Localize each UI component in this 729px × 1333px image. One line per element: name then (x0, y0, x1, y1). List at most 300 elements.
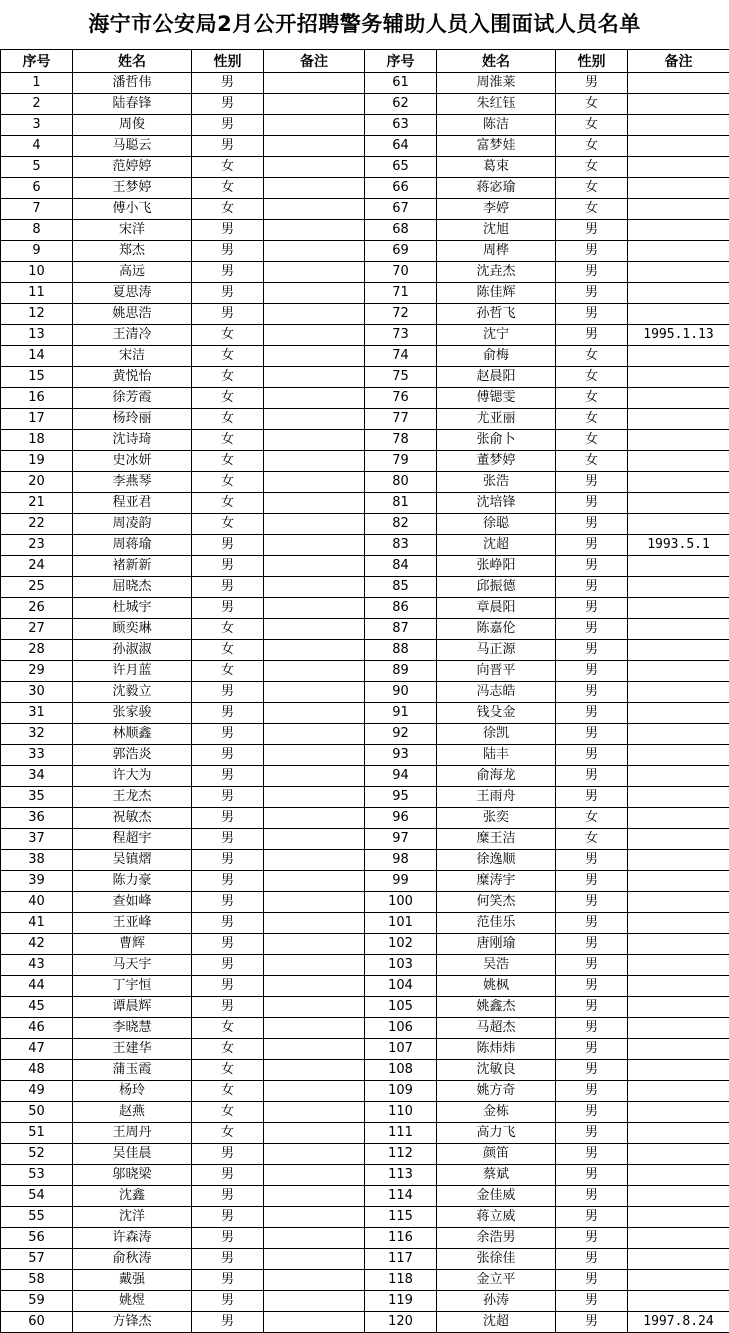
left-name-cell: 郑杰 (73, 241, 192, 262)
right-gender-cell: 男 (556, 220, 628, 241)
right-name-cell: 蒋宓瑜 (437, 178, 556, 199)
right-name-cell: 沈旭 (437, 220, 556, 241)
left-note-cell (264, 682, 365, 703)
right-name-cell: 张奕 (437, 808, 556, 829)
left-note-cell (264, 808, 365, 829)
table-row (1, 871, 729, 892)
left-name-cell: 史冰妍 (73, 451, 192, 472)
left-gender-cell: 女 (192, 430, 264, 451)
left-seq-cell: 16 (1, 388, 73, 409)
right-gender-cell: 女 (556, 430, 628, 451)
right-gender-cell: 男 (556, 1102, 628, 1123)
right-seq-cell: 61 (365, 73, 437, 94)
left-name-cell: 姚煜 (73, 1291, 192, 1312)
right-note-cell (628, 1291, 729, 1312)
right-seq-cell: 88 (365, 640, 437, 661)
right-note-cell (628, 1123, 729, 1144)
right-gender-cell: 男 (556, 1249, 628, 1270)
table-row (1, 976, 729, 997)
right-gender-cell: 男 (556, 535, 628, 556)
left-gender-cell: 男 (192, 850, 264, 871)
right-gender-cell: 男 (556, 745, 628, 766)
left-gender-cell: 男 (192, 1165, 264, 1186)
left-seq-cell: 17 (1, 409, 73, 430)
left-name-cell: 夏思涛 (73, 283, 192, 304)
right-gender-cell: 男 (556, 1291, 628, 1312)
left-name-cell: 马天宇 (73, 955, 192, 976)
right-name-cell: 余浩男 (437, 1228, 556, 1249)
left-note-cell (264, 1291, 365, 1312)
right-name-cell: 李婷 (437, 199, 556, 220)
left-seq-cell: 28 (1, 640, 73, 661)
table-row (1, 283, 729, 304)
left-note-cell (264, 724, 365, 745)
right-gender-cell: 女 (556, 157, 628, 178)
left-seq-cell: 12 (1, 304, 73, 325)
table-row (1, 829, 729, 850)
header-gender-right: 性别 (556, 50, 628, 73)
left-gender-cell: 女 (192, 451, 264, 472)
left-seq-cell: 56 (1, 1228, 73, 1249)
left-gender-cell: 男 (192, 808, 264, 829)
right-note-cell (628, 871, 729, 892)
left-seq-cell: 31 (1, 703, 73, 724)
left-note-cell (264, 136, 365, 157)
left-gender-cell: 男 (192, 262, 264, 283)
table-row (1, 1291, 729, 1312)
right-seq-cell: 63 (365, 115, 437, 136)
left-gender-cell: 男 (192, 220, 264, 241)
left-name-cell: 姚思浩 (73, 304, 192, 325)
left-name-cell: 许月蓝 (73, 661, 192, 682)
right-note-cell (628, 220, 729, 241)
left-gender-cell: 男 (192, 1270, 264, 1291)
left-gender-cell: 女 (192, 178, 264, 199)
left-gender-cell: 女 (192, 1018, 264, 1039)
left-note-cell (264, 493, 365, 514)
left-note-cell (264, 640, 365, 661)
left-seq-cell: 52 (1, 1144, 73, 1165)
right-name-cell: 唐刚瑜 (437, 934, 556, 955)
right-note-cell (628, 346, 729, 367)
right-note-cell (628, 766, 729, 787)
right-gender-cell: 男 (556, 1228, 628, 1249)
right-name-cell: 高力飞 (437, 1123, 556, 1144)
right-name-cell: 徐凯 (437, 724, 556, 745)
left-seq-cell: 54 (1, 1186, 73, 1207)
right-name-cell: 章晨阳 (437, 598, 556, 619)
right-seq-cell: 85 (365, 577, 437, 598)
left-gender-cell: 男 (192, 787, 264, 808)
left-note-cell (264, 1018, 365, 1039)
right-seq-cell: 62 (365, 94, 437, 115)
right-gender-cell: 男 (556, 892, 628, 913)
right-seq-cell: 64 (365, 136, 437, 157)
table-row (1, 724, 729, 745)
left-note-cell (264, 157, 365, 178)
right-note-cell (628, 136, 729, 157)
left-gender-cell: 男 (192, 577, 264, 598)
table-row (1, 808, 729, 829)
right-gender-cell: 男 (556, 955, 628, 976)
left-note-cell (264, 241, 365, 262)
right-gender-cell: 男 (556, 640, 628, 661)
right-name-cell: 蒋立威 (437, 1207, 556, 1228)
right-gender-cell: 男 (556, 493, 628, 514)
right-gender-cell: 男 (556, 766, 628, 787)
right-note-cell (628, 661, 729, 682)
left-seq-cell: 55 (1, 1207, 73, 1228)
table-row (1, 598, 729, 619)
left-gender-cell: 男 (192, 136, 264, 157)
left-gender-cell: 男 (192, 703, 264, 724)
left-name-cell: 孙淑淑 (73, 640, 192, 661)
right-note-cell (628, 1018, 729, 1039)
right-seq-cell: 67 (365, 199, 437, 220)
right-name-cell: 张俞卜 (437, 430, 556, 451)
right-note-cell (628, 451, 729, 472)
right-seq-cell: 91 (365, 703, 437, 724)
right-name-cell: 孙哲飞 (437, 304, 556, 325)
table-row (1, 1249, 729, 1270)
right-name-cell: 赵晨阳 (437, 367, 556, 388)
right-seq-cell: 111 (365, 1123, 437, 1144)
right-seq-cell: 98 (365, 850, 437, 871)
right-seq-cell: 72 (365, 304, 437, 325)
left-note-cell (264, 1165, 365, 1186)
left-name-cell: 徐芳霞 (73, 388, 192, 409)
table-row (1, 682, 729, 703)
right-seq-cell: 70 (365, 262, 437, 283)
left-note-cell (264, 1081, 365, 1102)
left-seq-cell: 45 (1, 997, 73, 1018)
left-gender-cell: 男 (192, 283, 264, 304)
left-note-cell (264, 1270, 365, 1291)
right-name-cell: 陈嘉伦 (437, 619, 556, 640)
right-note-cell (628, 1060, 729, 1081)
right-gender-cell: 男 (556, 1165, 628, 1186)
left-name-cell: 屈晓杰 (73, 577, 192, 598)
left-gender-cell: 女 (192, 1060, 264, 1081)
left-seq-cell: 15 (1, 367, 73, 388)
right-name-cell: 沈宁 (437, 325, 556, 346)
right-seq-cell: 110 (365, 1102, 437, 1123)
right-note-cell (628, 1144, 729, 1165)
table-row (1, 556, 729, 577)
header-row (1, 50, 729, 73)
left-note-cell (264, 619, 365, 640)
left-gender-cell: 女 (192, 325, 264, 346)
left-name-cell: 王亚峰 (73, 913, 192, 934)
right-gender-cell: 男 (556, 262, 628, 283)
left-gender-cell: 女 (192, 1039, 264, 1060)
left-name-cell: 陆春锋 (73, 94, 192, 115)
left-note-cell (264, 535, 365, 556)
right-name-cell: 颜笛 (437, 1144, 556, 1165)
right-note-cell (628, 997, 729, 1018)
left-name-cell: 潘哲伟 (73, 73, 192, 94)
left-note-cell (264, 1186, 365, 1207)
right-note-cell (628, 178, 729, 199)
table-row (1, 115, 729, 136)
table-row (1, 640, 729, 661)
right-seq-cell: 71 (365, 283, 437, 304)
left-seq-cell: 3 (1, 115, 73, 136)
right-seq-cell: 79 (365, 451, 437, 472)
left-note-cell (264, 367, 365, 388)
left-seq-cell: 20 (1, 472, 73, 493)
right-gender-cell: 男 (556, 514, 628, 535)
right-gender-cell: 男 (556, 1312, 628, 1333)
table-row (1, 703, 729, 724)
left-gender-cell: 男 (192, 1291, 264, 1312)
right-seq-cell: 114 (365, 1186, 437, 1207)
right-name-cell: 沈培锋 (437, 493, 556, 514)
left-seq-cell: 18 (1, 430, 73, 451)
left-seq-cell: 29 (1, 661, 73, 682)
right-seq-cell: 65 (365, 157, 437, 178)
table-row (1, 787, 729, 808)
left-gender-cell: 男 (192, 73, 264, 94)
table-row (1, 577, 729, 598)
right-gender-cell: 男 (556, 619, 628, 640)
right-seq-cell: 94 (365, 766, 437, 787)
table-row (1, 493, 729, 514)
left-gender-cell: 男 (192, 745, 264, 766)
right-gender-cell: 女 (556, 367, 628, 388)
right-gender-cell: 男 (556, 556, 628, 577)
left-seq-cell: 7 (1, 199, 73, 220)
right-note-cell (628, 598, 729, 619)
right-note-cell (628, 472, 729, 493)
left-name-cell: 宋洁 (73, 346, 192, 367)
left-note-cell (264, 1207, 365, 1228)
right-note-cell (628, 367, 729, 388)
left-name-cell: 李晓慧 (73, 1018, 192, 1039)
left-gender-cell: 男 (192, 1186, 264, 1207)
right-gender-cell: 男 (556, 1018, 628, 1039)
left-note-cell (264, 1039, 365, 1060)
right-note-cell (628, 619, 729, 640)
right-seq-cell: 120 (365, 1312, 437, 1333)
left-gender-cell: 男 (192, 976, 264, 997)
left-name-cell: 高远 (73, 262, 192, 283)
left-seq-cell: 21 (1, 493, 73, 514)
left-seq-cell: 49 (1, 1081, 73, 1102)
left-gender-cell: 男 (192, 1144, 264, 1165)
left-name-cell: 王周丹 (73, 1123, 192, 1144)
left-seq-cell: 50 (1, 1102, 73, 1123)
right-note-cell (628, 241, 729, 262)
left-note-cell (264, 262, 365, 283)
left-seq-cell: 57 (1, 1249, 73, 1270)
right-seq-cell: 89 (365, 661, 437, 682)
right-note-cell (628, 73, 729, 94)
header-gender-left: 性别 (192, 50, 264, 73)
table-row (1, 1186, 729, 1207)
right-note-cell (628, 283, 729, 304)
left-name-cell: 王梦婷 (73, 178, 192, 199)
left-gender-cell: 男 (192, 304, 264, 325)
table-row (1, 241, 729, 262)
table-row (1, 157, 729, 178)
table-row (1, 535, 729, 556)
left-note-cell (264, 514, 365, 535)
right-gender-cell: 男 (556, 73, 628, 94)
table-row (1, 1165, 729, 1186)
left-name-cell: 许森涛 (73, 1228, 192, 1249)
left-seq-cell: 36 (1, 808, 73, 829)
left-seq-cell: 43 (1, 955, 73, 976)
right-gender-cell: 男 (556, 997, 628, 1018)
right-note-cell (628, 955, 729, 976)
left-seq-cell: 27 (1, 619, 73, 640)
right-note-cell (628, 199, 729, 220)
table-row (1, 1102, 729, 1123)
left-seq-cell: 38 (1, 850, 73, 871)
left-gender-cell: 女 (192, 493, 264, 514)
left-note-cell (264, 850, 365, 871)
left-seq-cell: 37 (1, 829, 73, 850)
right-note-cell (628, 115, 729, 136)
right-seq-cell: 84 (365, 556, 437, 577)
right-name-cell: 陈洁 (437, 115, 556, 136)
right-note-cell (628, 556, 729, 577)
right-name-cell: 向晋平 (437, 661, 556, 682)
left-seq-cell: 10 (1, 262, 73, 283)
right-note-cell (628, 934, 729, 955)
right-seq-cell: 77 (365, 409, 437, 430)
right-note-cell: 1997.8.24 (628, 1312, 729, 1333)
left-name-cell: 黄悦怡 (73, 367, 192, 388)
header-name-right: 姓名 (437, 50, 556, 73)
left-gender-cell: 男 (192, 535, 264, 556)
right-name-cell: 金佳威 (437, 1186, 556, 1207)
left-seq-cell: 48 (1, 1060, 73, 1081)
left-note-cell (264, 220, 365, 241)
right-gender-cell: 男 (556, 577, 628, 598)
right-seq-cell: 87 (365, 619, 437, 640)
right-name-cell: 金立平 (437, 1270, 556, 1291)
right-seq-cell: 80 (365, 472, 437, 493)
right-note-cell (628, 577, 729, 598)
left-note-cell (264, 955, 365, 976)
right-seq-cell: 83 (365, 535, 437, 556)
left-seq-cell: 13 (1, 325, 73, 346)
right-note-cell (628, 388, 729, 409)
candidate-table (0, 49, 729, 1333)
left-gender-cell: 男 (192, 556, 264, 577)
right-note-cell (628, 1270, 729, 1291)
left-note-cell (264, 388, 365, 409)
right-name-cell: 葛束 (437, 157, 556, 178)
right-name-cell: 沈超 (437, 1312, 556, 1333)
right-seq-cell: 102 (365, 934, 437, 955)
left-name-cell: 杜城宇 (73, 598, 192, 619)
right-seq-cell: 116 (365, 1228, 437, 1249)
right-seq-cell: 97 (365, 829, 437, 850)
right-name-cell: 姚鑫杰 (437, 997, 556, 1018)
left-note-cell (264, 1144, 365, 1165)
table-row (1, 178, 729, 199)
right-note-cell (628, 787, 729, 808)
table-row (1, 1270, 729, 1291)
table-row (1, 1123, 729, 1144)
right-seq-cell: 82 (365, 514, 437, 535)
left-seq-cell: 41 (1, 913, 73, 934)
left-gender-cell: 女 (192, 388, 264, 409)
right-name-cell: 糜王洁 (437, 829, 556, 850)
right-seq-cell: 119 (365, 1291, 437, 1312)
right-gender-cell: 女 (556, 178, 628, 199)
table-row (1, 136, 729, 157)
right-gender-cell: 女 (556, 346, 628, 367)
left-note-cell (264, 283, 365, 304)
left-name-cell: 王清冷 (73, 325, 192, 346)
left-gender-cell: 女 (192, 472, 264, 493)
left-gender-cell: 女 (192, 619, 264, 640)
left-note-cell (264, 577, 365, 598)
page-title: 海宁市公安局2月公开招聘警务辅助人员入围面试人员名单 (0, 0, 729, 48)
right-seq-cell: 100 (365, 892, 437, 913)
left-name-cell: 陈力豪 (73, 871, 192, 892)
left-gender-cell: 男 (192, 724, 264, 745)
right-gender-cell: 男 (556, 724, 628, 745)
table-row (1, 997, 729, 1018)
left-seq-cell: 60 (1, 1312, 73, 1333)
right-gender-cell: 男 (556, 1207, 628, 1228)
right-name-cell: 吴浩 (437, 955, 556, 976)
right-note-cell (628, 1081, 729, 1102)
left-note-cell (264, 913, 365, 934)
left-gender-cell: 男 (192, 682, 264, 703)
left-note-cell (264, 1228, 365, 1249)
left-name-cell: 沈毅立 (73, 682, 192, 703)
table-row (1, 514, 729, 535)
right-note-cell (628, 1165, 729, 1186)
right-note-cell (628, 892, 729, 913)
right-name-cell: 周淮莱 (437, 73, 556, 94)
right-seq-cell: 113 (365, 1165, 437, 1186)
left-seq-cell: 58 (1, 1270, 73, 1291)
right-seq-cell: 117 (365, 1249, 437, 1270)
right-seq-cell: 108 (365, 1060, 437, 1081)
table-row (1, 1018, 729, 1039)
left-note-cell (264, 892, 365, 913)
left-gender-cell: 女 (192, 1081, 264, 1102)
left-seq-cell: 40 (1, 892, 73, 913)
left-seq-cell: 14 (1, 346, 73, 367)
left-note-cell (264, 934, 365, 955)
right-gender-cell: 女 (556, 94, 628, 115)
right-gender-cell: 男 (556, 661, 628, 682)
left-note-cell (264, 115, 365, 136)
right-name-cell: 张峥阳 (437, 556, 556, 577)
right-seq-cell: 74 (365, 346, 437, 367)
left-note-cell (264, 766, 365, 787)
table-row (1, 94, 729, 115)
left-name-cell: 查如峰 (73, 892, 192, 913)
table-row (1, 73, 729, 94)
left-name-cell: 许大为 (73, 766, 192, 787)
right-seq-cell: 105 (365, 997, 437, 1018)
right-gender-cell: 男 (556, 682, 628, 703)
left-note-cell (264, 976, 365, 997)
right-seq-cell: 90 (365, 682, 437, 703)
right-note-cell (628, 640, 729, 661)
right-seq-cell: 69 (365, 241, 437, 262)
right-note-cell (628, 514, 729, 535)
